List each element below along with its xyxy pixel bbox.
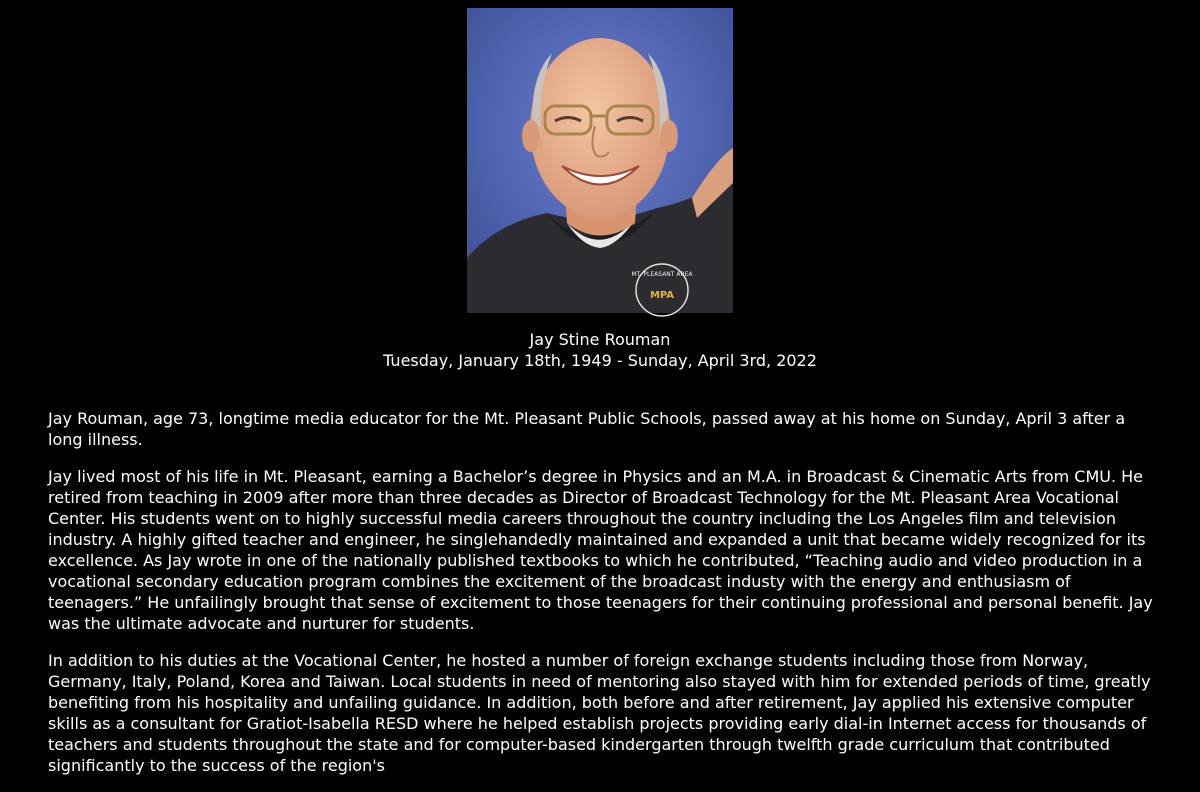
shirt-logo-text: MT. PLEASANT AREA [631,271,693,278]
shirt-logo-initials: MPA [649,290,675,301]
obituary-caption [0,329,1200,371]
person-name: Jay Stine Rouman [529,330,671,349]
obituary-paragraph: In addition to his duties at the Vocational Center, he hosted a number of foreign exchange students including those from Norway, Germany, Italy, Poland, Korea and Taiwan. Local students in need of mentoring also stayed with him for extended periods of time, greatly benefiting from his hospitality and unfailing guidance. In addition, both before and after retirement, Jay applied his extensive computer skills as a consultant for Gratiot-Isabella RESD where he helped establish projects providing early dial-in Internet access for thousands of teachers and students throughout the state and for computer-based kindergarten through twelfth grade curriculum that contributed significantly to the success of the region's [48,651,1151,775]
obituary-body [48,408,1158,792]
portrait-photo [467,8,733,313]
obituary-paragraph: Jay lived most of his life in Mt. Pleasant, earning a Bachelor’s degree in Physics and an M.A. in Broadcast & Cinematic Arts from CMU. He retired from teaching in 2009 after more than three decades as Director of Broadcast Technology for the Mt. Pleasant Area Vocational Center. His students went on to highly successful media careers throughout the country including the Los Angeles film and television industry. A highly gifted teacher and engineer, he singlehandedly maintained and expanded a unit that became widely recognized for its excellence. As Jay wrote in one of the nationally published textbooks to which he contributed, “Teaching audio and video production in a vocational secondary education program combines the excitement of the broadcast industy with the energy and enthusiasm of teenagers.” He unfailingly brought that sense of excitement to those teenagers for their continuing professional and personal benefit. Jay was the ultimate advocate and nurturer for students. [48,467,1153,633]
obituary-paragraph: Jay Rouman, age 73, longtime media educator for the Mt. Pleasant Public Schools, passed away at his home on Sunday, April 3 after a long illness. [48,409,1126,449]
life-dates: Tuesday, January 18th, 1949 - Sunday, April 3rd, 2022 [383,351,817,370]
